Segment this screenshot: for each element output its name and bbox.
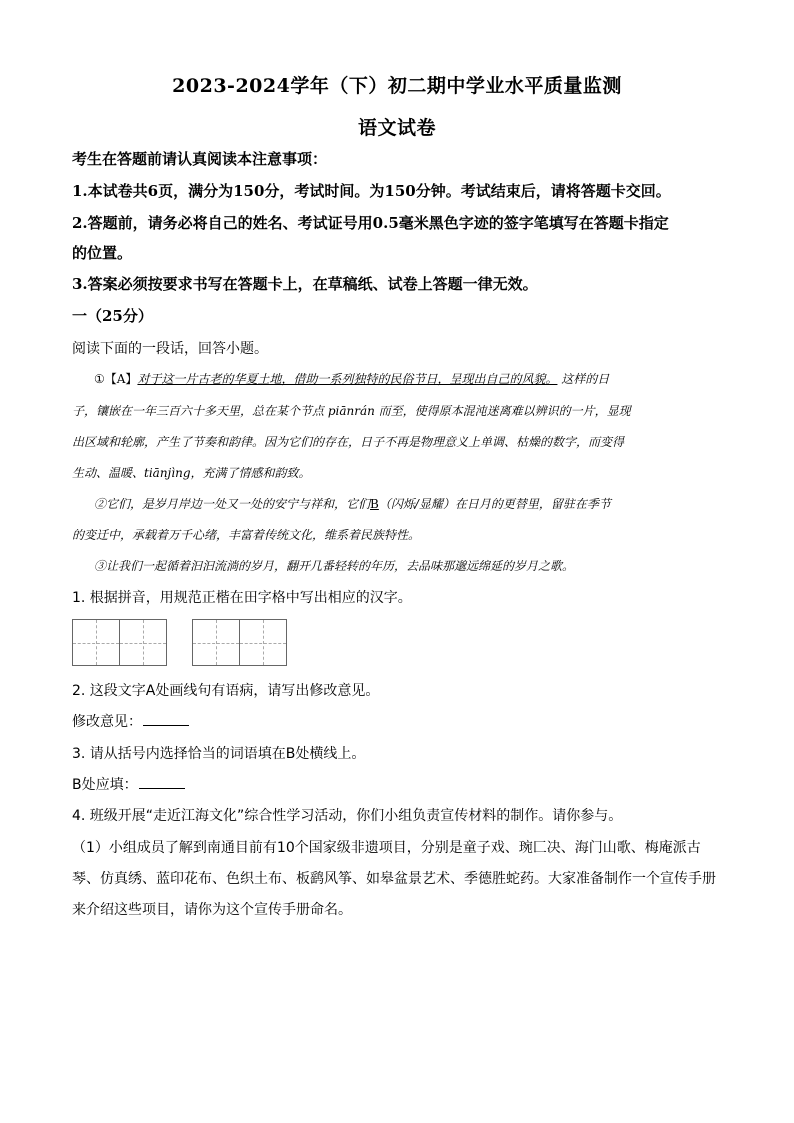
notice-item-1: 1.本试卷共6页，满分为150分，考试时间。为150分钟。考试结束后，请将答题卡交回。 <box>72 182 671 200</box>
tianzige-group-1[interactable] <box>72 619 166 666</box>
question-1: 1. 根据拼音，用规范正楷在田字格中写出相应的汉字。 <box>72 590 412 606</box>
tianzige-cell[interactable] <box>119 619 167 666</box>
passage-para-3: ③让我们一起循着汩汩流淌的岁月，翻开几番轻转的年历，去品味那邈远绵延的岁月之歌。 <box>94 559 575 573</box>
q3-answer-blank[interactable] <box>139 774 185 789</box>
para-2-prefix: ②它们，是岁月岸边一处又一处的安宁与祥和，它们 <box>94 497 371 511</box>
passage-para-1-line-2: 子，镶嵌在一年三百六十多天里，总在某个节点 piānrán 而至，使得原本混沌迷离难以辨识的一片，显现 <box>72 404 631 418</box>
notice-heading: 考生在答题前请认真阅读本注意事项： <box>72 150 328 168</box>
notice-item-2-cont: 的位置。 <box>72 244 133 262</box>
q2-answer-label: 修改意见： <box>72 714 142 730</box>
question-2-answer <box>72 711 722 733</box>
question-3-answer <box>72 774 722 796</box>
para-1-prefix: ①【A】 <box>94 372 138 386</box>
sentence-a-underlined: 对于这一片古老的华夏土地，借助一系列独特的民俗节日，呈现出自己的风貌。 <box>137 372 558 386</box>
question-4: 4. 班级开展“走近江海文化”综合性学习活动，你们小组负责宣传材料的制作。请你参与。 <box>72 808 623 824</box>
question-4-1-line-2: 琴、仿真绣、蓝印花布、色织土布、板鹞风筝、如皋盆景艺术、季德胜蛇药。大家准备制作一个宣传手册 <box>72 871 716 887</box>
exam-subtitle: 语文试卷 <box>357 117 436 139</box>
question-4-1-line-3: 来介绍这些项目，请你为这个宣传手册命名。 <box>72 902 352 918</box>
question-4-1-line-1: （1）小组成员了解到南通目前有10个国家级非遗项目，分别是童子戏、琬匚决、海门山歌、梅庵派古 <box>72 840 701 856</box>
tianzige-cell[interactable] <box>72 619 120 666</box>
question-2: 2. 这段文字A处画线句有语病，请写出修改意见。 <box>72 683 380 699</box>
exam-title: 2023-2024学年（下）初二期中学业水平质量监测 <box>172 75 622 97</box>
notice-item-2: 2.答题前，请务必将自己的姓名、考试证号用0.5毫米黑色字迹的签字笔填写在答题卡指定 <box>72 214 669 232</box>
notice-item-3: 3.答案必须按要求书写在答题卡上，在草稿纸、试卷上答题一律无效。 <box>72 275 538 293</box>
passage-para-1 <box>94 369 722 389</box>
passage-para-2 <box>94 494 722 514</box>
section-label: 一（25分） <box>72 307 153 325</box>
tianzige-cell[interactable] <box>192 619 240 666</box>
passage-para-1-line-3: 出区域和轮廓，产生了节奏和韵律。因为它们的存在，日子不再是物理意义上单调、枯燥的数字，而变得 <box>72 435 625 449</box>
blank-b-marker: B <box>370 497 379 511</box>
passage-para-2-line-2: 的变迁中，承载着万千心绪，丰富着传统文化，维系着民族特性。 <box>72 528 421 542</box>
question-3: 3. 请从括号内选择恰当的词语填在B处横线上。 <box>72 746 366 762</box>
para-2-rest: （闪烁/显耀）在日月的更替里，留驻在季节 <box>378 497 611 511</box>
q2-answer-blank[interactable] <box>143 711 189 726</box>
section-instruction: 阅读下面的一段话，回答小题。 <box>72 341 268 357</box>
tianzige-group-2[interactable] <box>192 619 286 666</box>
tianzige-cell[interactable] <box>239 619 287 666</box>
passage-para-1-line-4: 生动、温暖、tiānjìng，充满了情感和韵致。 <box>72 466 311 480</box>
para-1-rest: 这样的日 <box>557 372 610 386</box>
q3-answer-label: B处应填： <box>72 777 138 793</box>
